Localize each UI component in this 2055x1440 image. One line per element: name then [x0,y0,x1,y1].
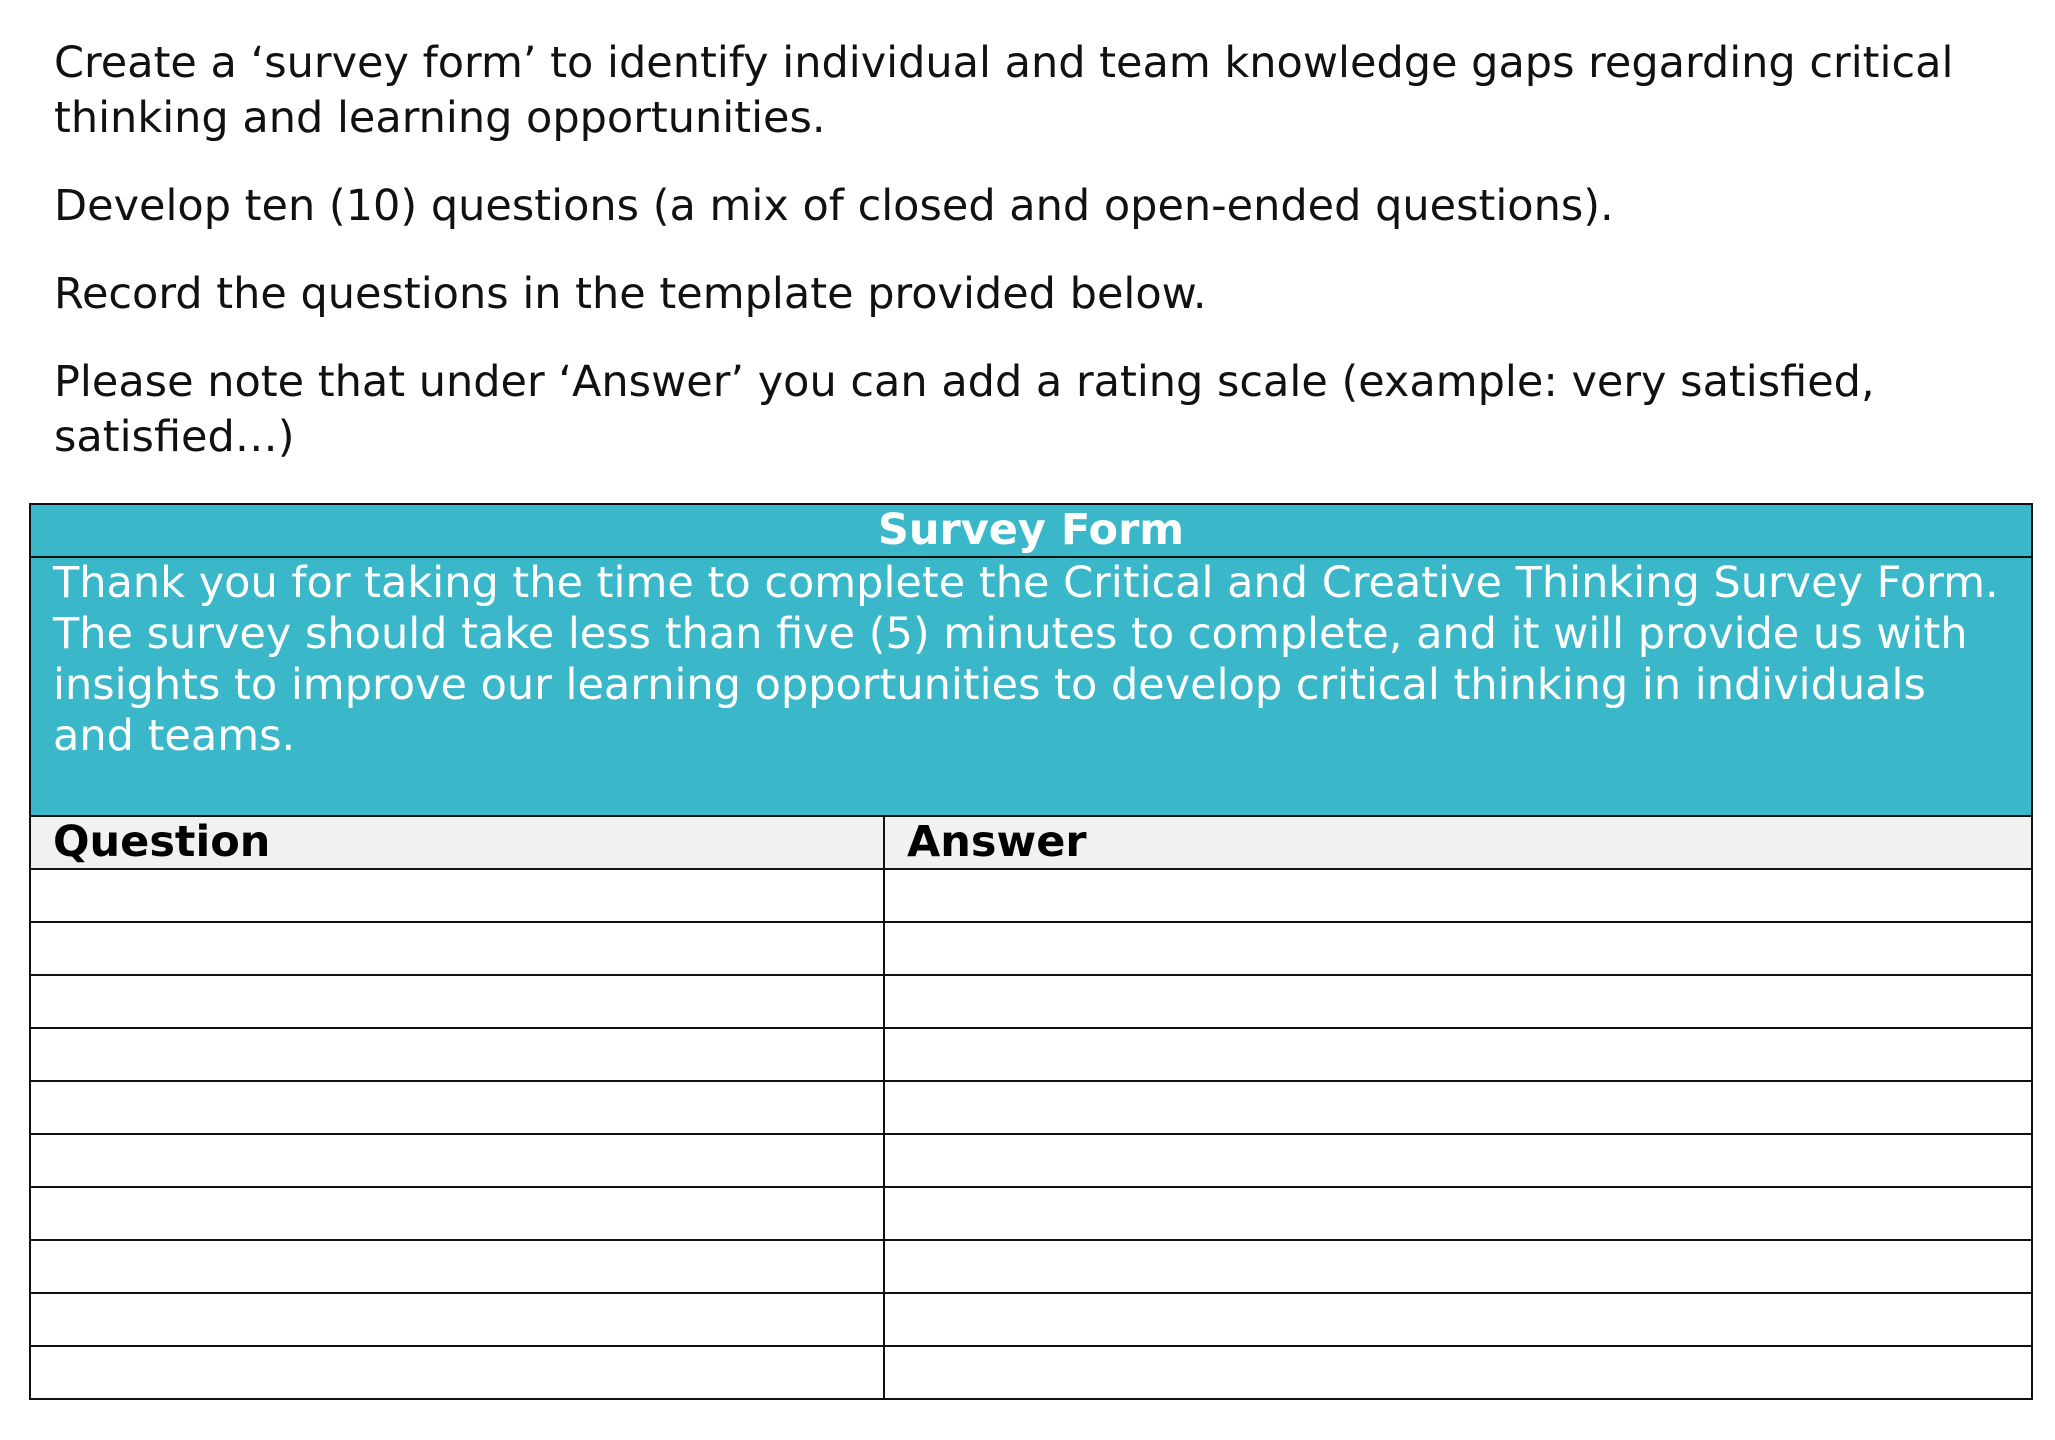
survey-intro [30,557,2032,816]
table-row [30,1028,2032,1081]
question-cell[interactable] [30,1028,884,1081]
question-cell[interactable] [30,1081,884,1134]
survey-intro-line-2: The survey should take less than five (5) minutes to complete, and it will provide us with insights to improve our learning opportunities to develop critical thinking in individuals and teams. [53,609,1968,761]
table-row [30,922,2032,975]
answer-cell[interactable] [884,1081,2032,1134]
instructions [54,36,2014,465]
instruction-2: Develop ten (10) questions (a mix of closed and open-ended questions). [54,181,1614,231]
table-row [30,1293,2032,1346]
instruction-4: Please note that under ‘Answer’ you can add a rating scale (example: very satisfied, satisfied…) [54,357,1875,462]
table-row [30,1081,2032,1134]
table-row [30,1240,2032,1293]
answer-cell[interactable] [884,1346,2032,1399]
column-header-question: Question [30,816,884,869]
survey-form-table [29,503,2033,1400]
answer-cell[interactable] [884,1293,2032,1346]
table-row [30,869,2032,922]
question-cell[interactable] [30,1134,884,1187]
instruction-3: Record the questions in the template provided below. [54,269,1207,319]
question-cell[interactable] [30,1187,884,1240]
answer-cell[interactable] [884,922,2032,975]
answer-cell[interactable] [884,1134,2032,1187]
table-row [30,975,2032,1028]
survey-title: Survey Form [30,504,2032,557]
column-header-answer: Answer [884,816,2032,869]
survey-intro-line-1: Thank you for taking the time to complete the Critical and Creative Thinking Survey Form. [53,558,1999,608]
survey-rows [30,869,2032,1399]
question-cell[interactable] [30,1346,884,1399]
question-cell[interactable] [30,975,884,1028]
answer-cell[interactable] [884,869,2032,922]
table-row [30,1346,2032,1399]
answer-cell[interactable] [884,1240,2032,1293]
answer-cell[interactable] [884,1028,2032,1081]
question-cell[interactable] [30,1240,884,1293]
instruction-1: Create a ‘survey form’ to identify individual and team knowledge gaps regarding critical thinking and learning opportunities. [54,38,1954,143]
table-row [30,1187,2032,1240]
question-cell[interactable] [30,1293,884,1346]
question-cell[interactable] [30,869,884,922]
table-row [30,1134,2032,1187]
answer-cell[interactable] [884,1187,2032,1240]
answer-cell[interactable] [884,975,2032,1028]
question-cell[interactable] [30,922,884,975]
